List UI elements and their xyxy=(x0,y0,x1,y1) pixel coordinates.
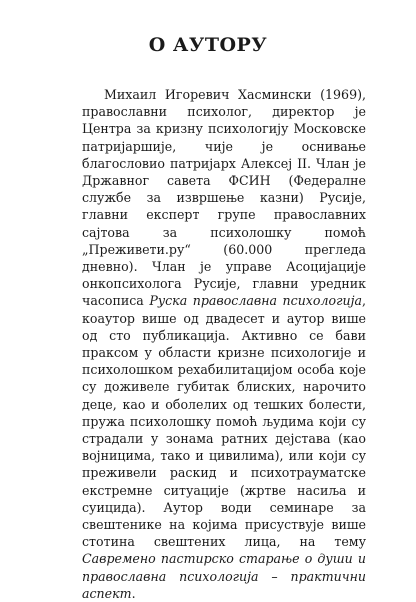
journal-title-italic: Руска православна психологија xyxy=(149,293,362,309)
bio-text-part-3: . xyxy=(131,585,136,601)
bio-text-part-1: Михаил Игоревич Хасмински (1969), православни психолог, директор је Центра за кризну психологију Московске патријаршије, чије је оснивање благословио патријарх Алексеј II. Члан је Државног савета ФСИН (Федералне службе за извршење казни) Русије, главни експерт групе православних сајтова за психолошку помоћ „Преживети.ру“ (60.000 прегледа дневно). Члан је управе Асоцијације онкопсихолога Русије, главни уредник часописа xyxy=(82,87,366,309)
seminar-title-italic: Савремено пастирско старање о души и православна психологија – практични аспект xyxy=(82,551,366,601)
page-title: О АУТОРУ xyxy=(148,34,268,56)
bio-text-part-2: , коаутор више од двадесет и аутор више од сто публикација. Активно се бави праксом у области кризне психологије и психолошком рехабилитацијом особа које су доживеле губитак блиских, нарочито деце, као и оболелих од тешких болести, пружа психолошку помоћ људима који су страдали у зонама ратних дејстава (као војницима, тако и цивилима), или који су преживели раскид и психотрауматске екстремне ситуације (жртве насиља и суицида). Аутор води семинаре за свештенике на којима присуствује више стотина свештених лица, на тему xyxy=(82,293,366,550)
author-biography-paragraph xyxy=(82,86,366,602)
